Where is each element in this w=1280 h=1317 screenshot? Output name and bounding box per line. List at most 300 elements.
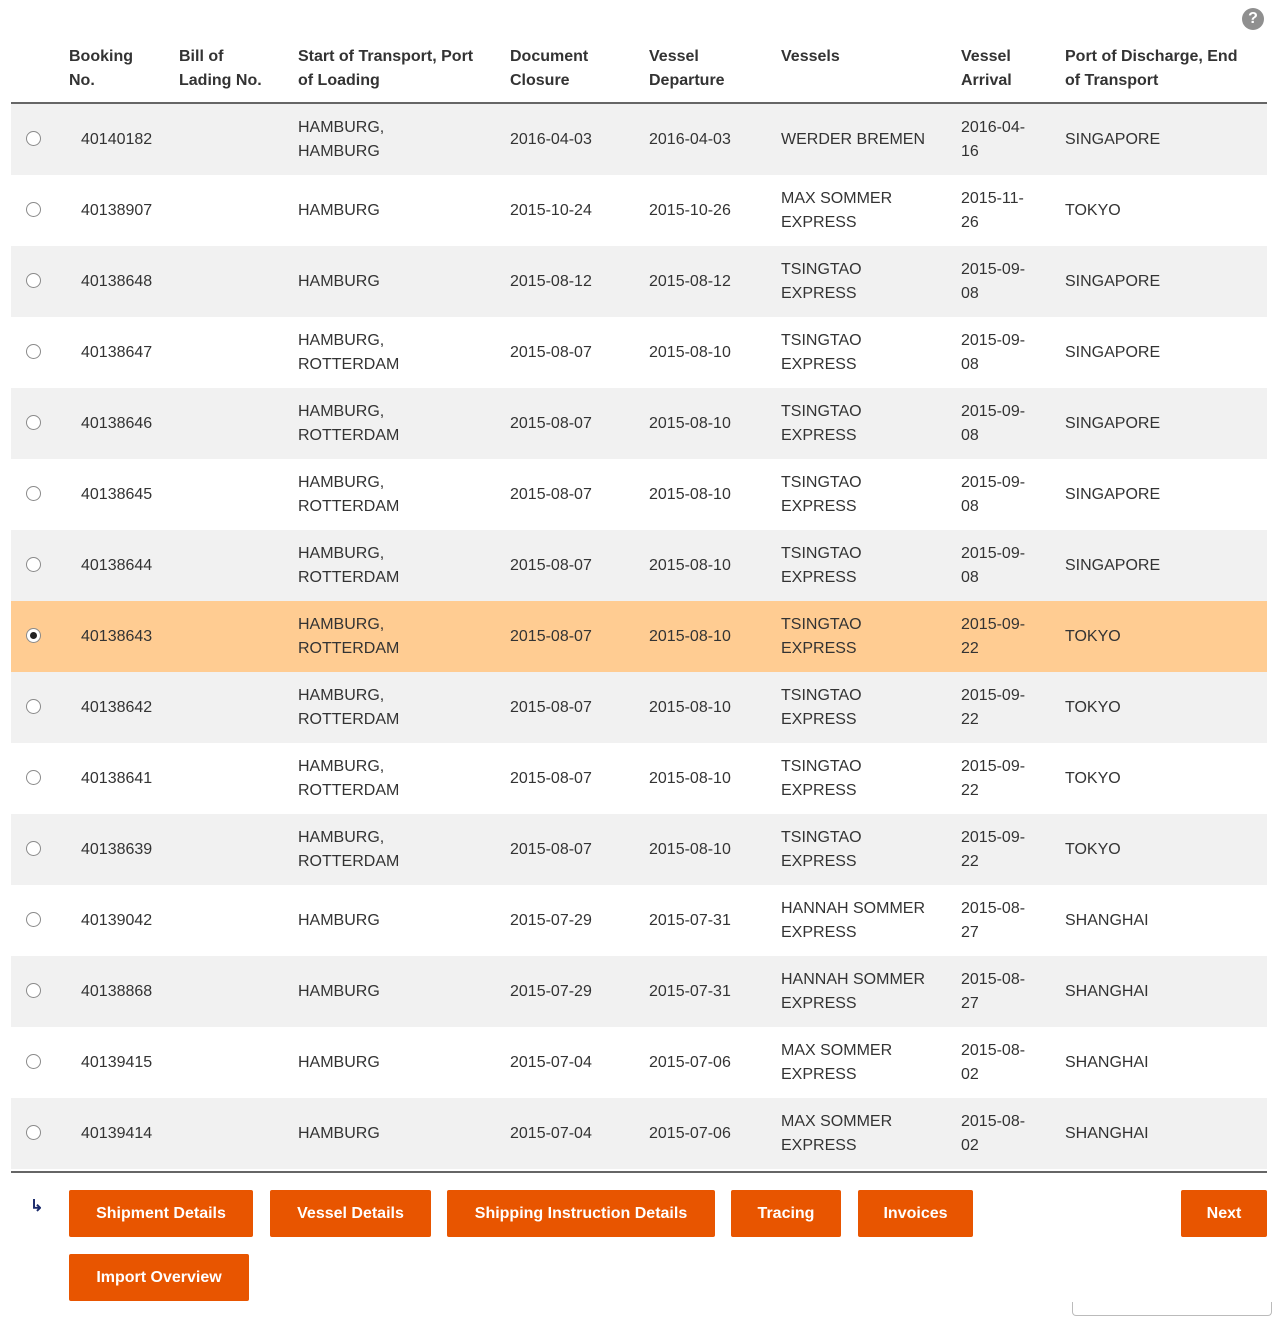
row-select-radio[interactable] [26, 344, 41, 359]
row-select-radio[interactable] [26, 1054, 41, 1069]
vessels-cell [781, 1027, 892, 1098]
cell-text: SHANGHAI [1065, 982, 1149, 1000]
cell-text: 2015-08-10 [649, 485, 731, 503]
cell-text: HAMBURG, [298, 686, 385, 704]
cell-text: 2015-07-04 [510, 1124, 592, 1142]
table-row[interactable] [11, 175, 1267, 246]
cell-text: SINGAPORE [1065, 343, 1161, 361]
start-port-cell [298, 1027, 380, 1098]
cell-text: SHANGHAI [1065, 1053, 1149, 1071]
header-label: Lading No. [179, 72, 262, 89]
cell-text: ROTTERDAM [298, 355, 400, 373]
cell-text: TSINGTAO [781, 260, 862, 278]
vessels-cell [781, 814, 862, 885]
vessel-arrival-cell [961, 317, 1025, 388]
document-closure-cell [510, 601, 592, 672]
cell-text: HAMBURG [298, 142, 380, 160]
vessel-departure-cell [649, 175, 731, 246]
cell-text: 26 [961, 213, 979, 231]
cell-text: HAMBURG [298, 272, 380, 290]
cell-text: EXPRESS [781, 568, 857, 586]
column-header-booking-no[interactable] [69, 45, 133, 93]
cell-text: 40138643 [81, 627, 153, 645]
header-label: Departure [649, 72, 725, 89]
cell-text: ROTTERDAM [298, 852, 400, 870]
cell-text: EXPRESS [781, 1065, 857, 1083]
document-closure-cell [510, 530, 592, 601]
start-port-cell [298, 743, 399, 814]
cell-text: MAX SOMMER [781, 189, 893, 207]
table-row[interactable] [11, 530, 1267, 601]
vessel-departure-cell [649, 459, 731, 530]
table-row[interactable] [11, 388, 1267, 459]
start-port-cell [298, 104, 384, 175]
cell-text: 40138868 [81, 982, 153, 1000]
table-row[interactable] [11, 459, 1267, 530]
start-port-cell [298, 246, 380, 317]
vessel-arrival-cell [961, 814, 1025, 885]
column-header-vessels[interactable] [781, 45, 840, 69]
cell-text: EXPRESS [781, 497, 857, 515]
vessel-arrival-cell [961, 246, 1025, 317]
end-port-cell [1065, 1098, 1149, 1169]
table-row[interactable] [11, 672, 1267, 743]
booking-no-cell [81, 530, 152, 601]
vessel-arrival-cell [961, 459, 1025, 530]
help-icon[interactable]: ? [1242, 8, 1264, 30]
vessel-arrival-cell [961, 601, 1025, 672]
vessels-cell [781, 104, 925, 175]
vessels-cell [781, 317, 862, 388]
cell-text: ROTTERDAM [298, 781, 400, 799]
end-port-cell [1065, 388, 1160, 459]
vessel-arrival-cell [961, 388, 1025, 459]
row-select-radio[interactable] [26, 770, 41, 785]
cell-text: 2015-08-07 [510, 769, 592, 787]
vessels-cell [781, 388, 862, 459]
cell-text: SHANGHAI [1065, 1124, 1149, 1142]
vessel-arrival-cell [961, 530, 1025, 601]
table-row[interactable] [11, 317, 1267, 388]
cell-text: HAMBURG, [298, 118, 385, 136]
vessel-departure-cell [649, 672, 731, 743]
booking-no-cell [81, 885, 152, 956]
booking-no-cell [81, 743, 152, 814]
cell-text: 2016-04-03 [649, 130, 731, 148]
cell-text: 2015-08-10 [649, 414, 731, 432]
document-closure-cell [510, 388, 592, 459]
cell-text: 2015-09- [961, 615, 1026, 633]
cell-text: 08 [961, 426, 979, 444]
cell-text: EXPRESS [781, 213, 857, 231]
row-select-radio[interactable] [26, 273, 41, 288]
cell-text: TOKYO [1065, 769, 1121, 787]
cell-text: TSINGTAO [781, 402, 862, 420]
header-label: Bill of [179, 48, 224, 65]
booking-no-cell [81, 1027, 152, 1098]
cell-text: 2015-09- [961, 757, 1026, 775]
column-header-document-closure[interactable] [510, 45, 588, 93]
cell-text: SINGAPORE [1065, 130, 1161, 148]
vessels-cell [781, 1098, 892, 1169]
cell-text: 2015-08-12 [510, 272, 592, 290]
cell-text: 2015-07-06 [649, 1053, 731, 1071]
column-header-vessel-arrival[interactable] [961, 45, 1012, 93]
cell-text: WERDER BREMEN [781, 130, 926, 148]
cell-text: 2015-09- [961, 828, 1026, 846]
cell-text: 22 [961, 710, 979, 728]
start-port-cell [298, 317, 399, 388]
cell-text: TSINGTAO [781, 828, 862, 846]
cell-text: HAMBURG [298, 1124, 380, 1142]
cell-text: TSINGTAO [781, 615, 862, 633]
vessels-cell [781, 530, 862, 601]
column-header-start-port[interactable] [298, 45, 473, 93]
shipping-instruction-details-button[interactable]: Shipping Instruction Details [447, 1190, 715, 1237]
invoices-button[interactable]: Invoices [858, 1190, 973, 1237]
cell-text: HAMBURG, [298, 544, 385, 562]
start-port-cell [298, 388, 399, 459]
cell-text: 2015-08-07 [510, 485, 592, 503]
vessel-arrival-cell [961, 956, 1025, 1027]
table-header [11, 40, 1267, 104]
start-port-cell [298, 956, 380, 1027]
end-port-cell [1065, 743, 1121, 814]
row-select-radio[interactable] [26, 983, 41, 998]
cell-text: 02 [961, 1136, 979, 1154]
cell-text: 2015-08-07 [510, 698, 592, 716]
booking-no-cell [81, 459, 152, 530]
column-header-end-port[interactable] [1065, 45, 1237, 93]
booking-no-cell [81, 601, 152, 672]
cell-text: 2015-08-10 [649, 343, 731, 361]
vessel-departure-cell [649, 956, 731, 1027]
end-port-cell [1065, 175, 1121, 246]
header-label: Arrival [961, 72, 1012, 89]
cell-text: SHANGHAI [1065, 911, 1149, 929]
cell-text: 2015-08- [961, 970, 1026, 988]
row-select-radio[interactable] [26, 486, 41, 501]
vessel-arrival-cell [961, 743, 1025, 814]
cell-text: TSINGTAO [781, 757, 862, 775]
cell-text: 08 [961, 497, 979, 515]
cell-text: 16 [961, 142, 979, 160]
cell-text: TOKYO [1065, 201, 1121, 219]
vessels-cell [781, 956, 925, 1027]
end-port-cell [1065, 956, 1149, 1027]
cell-text: 08 [961, 355, 979, 373]
cell-text: 40138648 [81, 272, 153, 290]
booking-no-cell [81, 956, 152, 1027]
cell-text: SINGAPORE [1065, 414, 1161, 432]
header-label: No. [69, 72, 95, 89]
cell-text: 2015-08- [961, 899, 1026, 917]
cell-text: HAMBURG, [298, 473, 385, 491]
end-port-cell [1065, 459, 1160, 530]
vessel-departure-cell [649, 388, 731, 459]
cell-text: 2015-08-07 [510, 627, 592, 645]
cell-text: TOKYO [1065, 698, 1121, 716]
header-label: Document [510, 48, 589, 65]
vessels-cell [781, 601, 862, 672]
table-row[interactable] [11, 246, 1267, 317]
cell-text: HANNAH SOMMER [781, 970, 926, 988]
cell-text: 2016-04- [961, 118, 1026, 136]
cell-text: 2015-10-24 [510, 201, 592, 219]
cell-text: 27 [961, 994, 979, 1012]
cell-text: 2015-09- [961, 544, 1026, 562]
cell-text: EXPRESS [781, 426, 857, 444]
cell-text: EXPRESS [781, 355, 857, 373]
booking-no-cell [81, 246, 152, 317]
header-label: of Transport [1065, 72, 1159, 89]
cell-text: TSINGTAO [781, 331, 862, 349]
shipment-details-button[interactable]: Shipment Details [69, 1190, 253, 1237]
header-label: of Loading [298, 72, 380, 89]
header-label: Booking [69, 48, 133, 65]
vessel-arrival-cell [961, 175, 1024, 246]
vessel-departure-cell [649, 104, 731, 175]
booking-no-cell [81, 175, 152, 246]
cell-text: HAMBURG, [298, 828, 385, 846]
cell-text: 2016-04-03 [510, 130, 592, 148]
table-body [11, 104, 1267, 1169]
vessels-cell [781, 246, 862, 317]
vessel-departure-cell [649, 246, 731, 317]
vessel-arrival-cell [961, 1027, 1025, 1098]
next-button[interactable]: Next [1181, 1190, 1267, 1237]
cell-text: 2015-09- [961, 331, 1026, 349]
vessel-departure-cell [649, 743, 731, 814]
cell-text: 08 [961, 568, 979, 586]
vessel-departure-cell [649, 530, 731, 601]
document-closure-cell [510, 814, 592, 885]
table-row[interactable] [11, 885, 1267, 956]
row-select-radio[interactable] [26, 841, 41, 856]
cell-text: 2015-09- [961, 686, 1026, 704]
end-port-cell [1065, 814, 1121, 885]
cell-text: EXPRESS [781, 284, 857, 302]
cell-text: ROTTERDAM [298, 426, 400, 444]
row-select-radio[interactable] [26, 131, 41, 146]
cell-text: MAX SOMMER [781, 1041, 893, 1059]
cell-text: TSINGTAO [781, 686, 862, 704]
cell-text: SINGAPORE [1065, 485, 1161, 503]
row-select-radio[interactable] [26, 415, 41, 430]
cell-text: 2015-07-31 [649, 911, 731, 929]
cell-text: 40138645 [81, 485, 153, 503]
cell-text: 2015-09- [961, 473, 1026, 491]
cell-text: TOKYO [1065, 840, 1121, 858]
cell-text: 40138907 [81, 201, 153, 219]
document-closure-cell [510, 743, 592, 814]
column-header-bill-of-lading[interactable] [179, 45, 262, 93]
table-row[interactable] [11, 601, 1267, 672]
row-select-radio[interactable] [26, 912, 41, 927]
document-closure-cell [510, 956, 592, 1027]
row-select-radio[interactable] [26, 557, 41, 572]
end-port-cell [1065, 317, 1160, 388]
vessel-arrival-cell [961, 885, 1025, 956]
cell-text: 2015-07-29 [510, 911, 592, 929]
cell-text: HAMBURG, [298, 402, 385, 420]
start-port-cell [298, 530, 399, 601]
booking-no-cell [81, 388, 152, 459]
cell-text: HAMBURG, [298, 757, 385, 775]
vessels-cell [781, 885, 925, 956]
cell-text: SINGAPORE [1065, 556, 1161, 574]
cell-text: 40140182 [81, 130, 153, 148]
end-port-cell [1065, 885, 1149, 956]
bookings-table [11, 40, 1267, 1169]
document-closure-cell [510, 459, 592, 530]
end-port-cell [1065, 1027, 1149, 1098]
vessels-cell [781, 743, 862, 814]
table-row[interactable] [11, 1098, 1267, 1169]
cell-text: 2015-07-29 [510, 982, 592, 1000]
cell-text: EXPRESS [781, 781, 857, 799]
end-port-cell [1065, 530, 1160, 601]
header-label: Vessels [781, 48, 840, 65]
cell-text: 2015-08-10 [649, 698, 731, 716]
vessel-departure-cell [649, 601, 731, 672]
cell-text: 2015-08-07 [510, 414, 592, 432]
document-closure-cell [510, 246, 592, 317]
document-closure-cell [510, 885, 592, 956]
cell-text: 2015-08- [961, 1041, 1026, 1059]
cell-text: ROTTERDAM [298, 497, 400, 515]
header-label: Vessel [961, 48, 1011, 65]
cell-text: EXPRESS [781, 994, 857, 1012]
cell-text: 27 [961, 923, 979, 941]
cell-text: EXPRESS [781, 923, 857, 941]
cell-text: 40138641 [81, 769, 153, 787]
cell-text: 2015-09- [961, 260, 1026, 278]
tracing-button[interactable]: Tracing [731, 1190, 841, 1237]
cell-text: 2015-08-07 [510, 840, 592, 858]
start-port-cell [298, 814, 399, 885]
cell-text: MAX SOMMER [781, 1112, 893, 1130]
cell-text: 2015-08-07 [510, 343, 592, 361]
cell-text: TSINGTAO [781, 544, 862, 562]
cell-text: 2015-08-10 [649, 627, 731, 645]
cell-text: 40138646 [81, 414, 153, 432]
vessels-cell [781, 672, 862, 743]
cell-text: 40138642 [81, 698, 153, 716]
table-bottom-border [11, 1171, 1267, 1173]
cell-text: EXPRESS [781, 639, 857, 657]
header-label: Port of Discharge, End [1065, 48, 1238, 65]
row-select-radio[interactable] [26, 1125, 41, 1140]
cell-text: 2015-07-31 [649, 982, 731, 1000]
vessel-departure-cell [649, 1027, 731, 1098]
start-port-cell [298, 885, 380, 956]
cell-text: 22 [961, 852, 979, 870]
table-row[interactable] [11, 814, 1267, 885]
cell-text: EXPRESS [781, 1136, 857, 1154]
cell-text: 2015-11- [961, 189, 1024, 207]
cell-text: 40138647 [81, 343, 153, 361]
start-port-cell [298, 1098, 380, 1169]
vessel-departure-cell [649, 317, 731, 388]
booking-no-cell [81, 672, 152, 743]
vessel-departure-cell [649, 814, 731, 885]
cell-text: 22 [961, 781, 979, 799]
table-row[interactable] [11, 104, 1267, 175]
cell-text: 2015-08- [961, 1112, 1026, 1130]
end-port-cell [1065, 246, 1160, 317]
cell-text: HAMBURG [298, 911, 380, 929]
start-port-cell [298, 459, 399, 530]
vessels-cell [781, 459, 862, 530]
cell-text: EXPRESS [781, 710, 857, 728]
start-port-cell [298, 175, 380, 246]
cell-text: 2015-08-07 [510, 556, 592, 574]
cell-text: 2015-09- [961, 402, 1026, 420]
cell-text: ROTTERDAM [298, 639, 400, 657]
start-port-cell [298, 601, 399, 672]
header-label: Vessel [649, 48, 699, 65]
vessel-arrival-cell [961, 672, 1025, 743]
cell-text: 2015-07-04 [510, 1053, 592, 1071]
cell-text: 02 [961, 1065, 979, 1083]
cell-text: 22 [961, 639, 979, 657]
vessel-arrival-cell [961, 1098, 1025, 1169]
cell-text: 2015-08-12 [649, 272, 731, 290]
cell-text: HAMBURG [298, 1053, 380, 1071]
cell-text: ROTTERDAM [298, 710, 400, 728]
row-select-radio[interactable] [26, 202, 41, 217]
table-row[interactable] [11, 956, 1267, 1027]
row-select-radio[interactable] [26, 628, 41, 643]
cell-text: HAMBURG [298, 201, 380, 219]
booking-no-cell [81, 814, 152, 885]
column-header-vessel-departure[interactable] [649, 45, 725, 93]
table-row[interactable] [11, 1027, 1267, 1098]
booking-no-cell [81, 317, 152, 388]
cell-text: 2015-08-10 [649, 556, 731, 574]
vessel-details-button[interactable]: Vessel Details [270, 1190, 431, 1237]
start-port-cell [298, 672, 399, 743]
cell-text: 2015-07-06 [649, 1124, 731, 1142]
vessels-cell [781, 175, 892, 246]
cell-text: HANNAH SOMMER [781, 899, 926, 917]
cell-text: 2015-08-10 [649, 769, 731, 787]
end-port-cell [1065, 601, 1121, 672]
panel-corner [1072, 1302, 1272, 1316]
document-closure-cell [510, 1098, 592, 1169]
cell-text: 08 [961, 284, 979, 302]
cell-text: TSINGTAO [781, 473, 862, 491]
booking-no-cell [81, 104, 152, 175]
cell-text: ROTTERDAM [298, 568, 400, 586]
cell-text: HAMBURG, [298, 331, 385, 349]
row-select-radio[interactable] [26, 699, 41, 714]
arrow-down-right-icon: ↳ [30, 1198, 44, 1215]
cell-text: HAMBURG, [298, 615, 385, 633]
cell-text: EXPRESS [781, 852, 857, 870]
document-closure-cell [510, 1027, 592, 1098]
document-closure-cell [510, 175, 592, 246]
table-row[interactable] [11, 743, 1267, 814]
cell-text: TOKYO [1065, 627, 1121, 645]
cell-text: 40138639 [81, 840, 153, 858]
header-label: Closure [510, 72, 570, 89]
import-overview-button[interactable]: Import Overview [69, 1254, 249, 1301]
cell-text: SINGAPORE [1065, 272, 1161, 290]
cell-text: 2015-08-10 [649, 840, 731, 858]
cell-text: 40138644 [81, 556, 153, 574]
